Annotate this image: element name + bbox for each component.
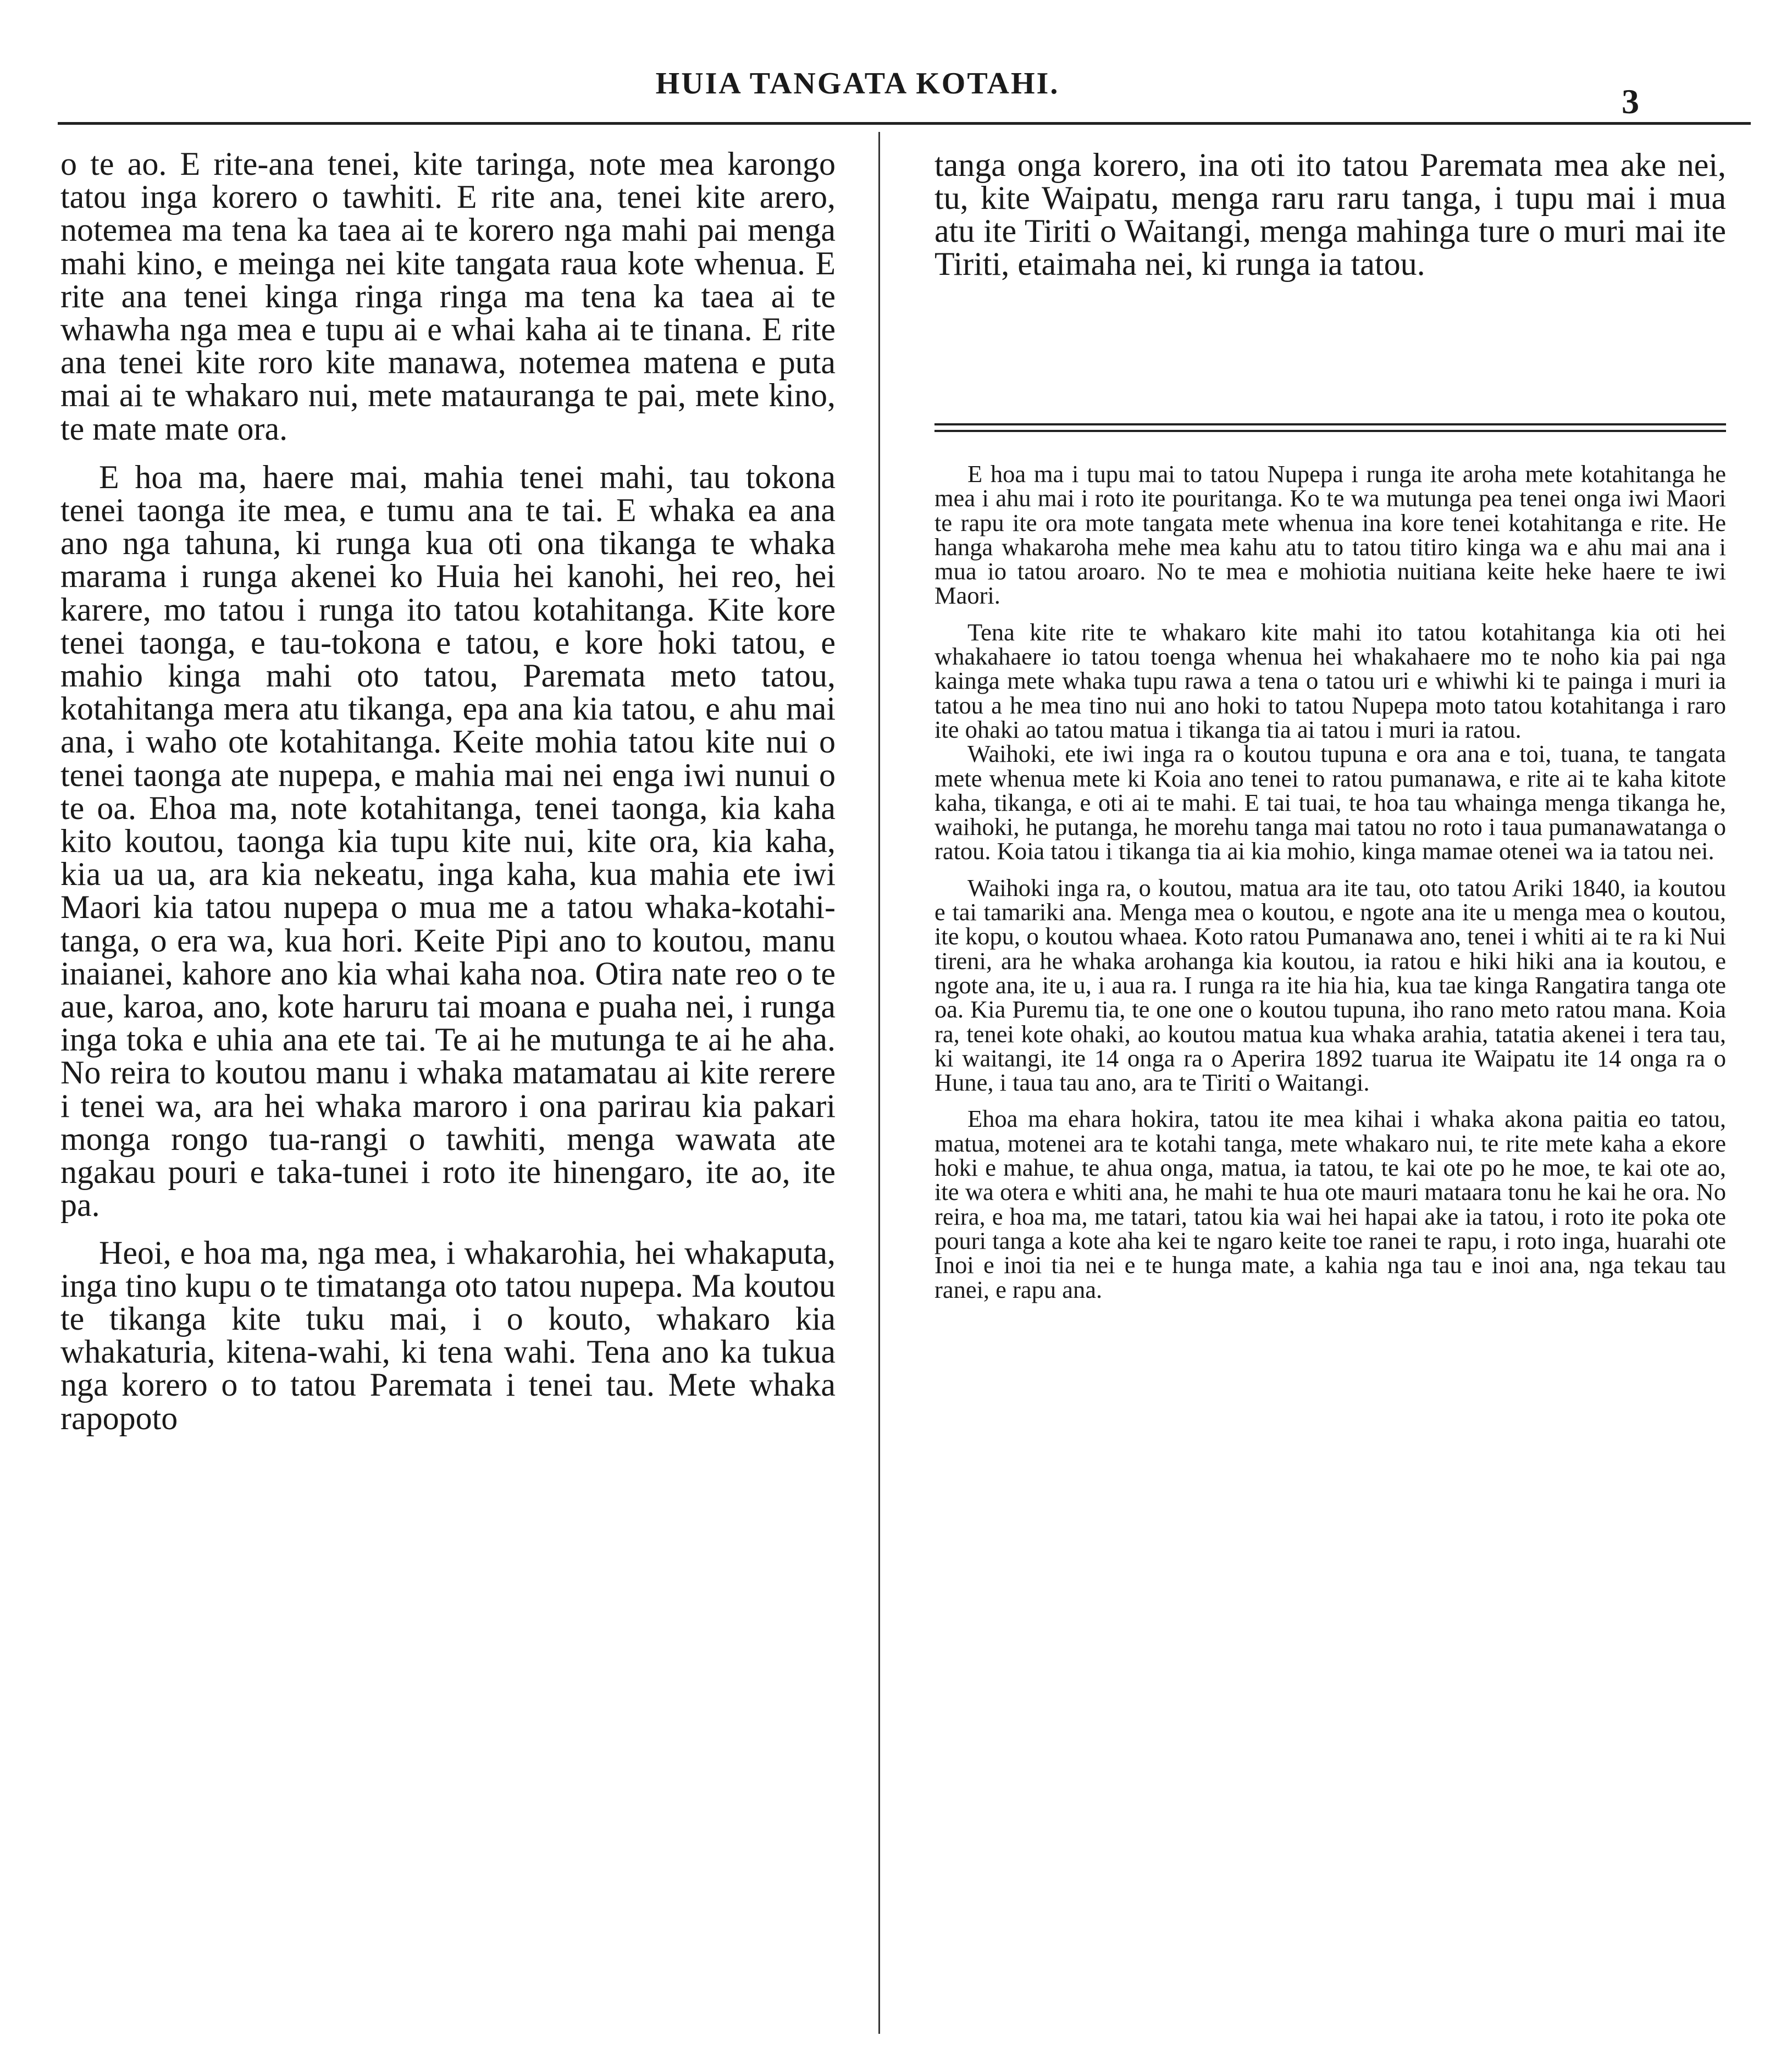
right-paragraph-1: E hoa ma i tupu mai to tatou Nupepa i runga ite aroha mete kotahitanga he mea i ahu mai i roto ite pouritanga. Ko te wa mutunga pea tenei onga iwi Maori te rapu ite ora mote tangata mete whenua ina kore tenei kotahitanga e rite. He hanga whakaroha mehe mea kahu atu to tatou titiro kinga wa e ahu mai ana i mua io tatou aroaro. No te mea e mohiotia nuitiana keite heke haere te iwi Maori. <box>934 460 1726 610</box>
left-paragraph-2: E hoa ma, haere mai, mahia tenei mahi, tau tokona tenei taonga ite mea, e tumu ana te tai. E whaka ea ana ano nga tahuna, ki runga kua oti ona tikanga te whaka marama i runga akenei ko Huia hei kanohi, hei reo, hei karere, mo tatou i runga ito tatou kotahitanga. Kite kore tenei taonga, e tau-tokona e tatou, e kore hoki tatou, e mahio kinga mahi oto tatou, Paremata meto tatou, kotahitanga mera atu tikanga, epa ana kia tatou, e ahu mai ana, i waho ote kotahitanga. Keite mohia tatou kite nui o tenei taonga ate nupepa, e mahia mai nei enga iwi nunui o te oa. Ehoa ma, note kotahitanga, tenei taonga, kia kaha kito koutou, taonga kia tupu kite nui, kite ora, kia kaha, kia ua ua, ara kia nekeatu, inga kaha, kua mahia ete iwi Maori kia tatou nupepa o mua me a tatou whaka-kotahi-tanga, o era wa, kua hori. Keite Pipi ano to koutou, manu inaianei, kahore ano kia whai kaha noa. Otira nate reo o te aue, karoa, ano, kote haruru tai moana e puaha nei, i runga inga toka e uhia ana ete tai. Te ai he mutunga te ai he aha. No reira to koutou manu i whaka matamatau ai kite rerere i tenei wa, ara hei whaka maroro i ona parirau kia pakari monga rongo tua-rangi o tawhiti, menga wawata ate ngakau pouri e taka-tunei i roto ite hinengaro, ite ao, ite pa. <box>60 458 836 1224</box>
page-number: 3 <box>1622 82 1639 121</box>
right-paragraph-3: Waihoki, ete iwi inga ra o koutou tupuna e ora ana e toi, tuana, te tangata mete whenua mete ki Koia ano tenei to ratou pumanawa, e rite ai te kaha kitote kaha, tikanga, e oti ai te mahi. E tai tuai, te hoa tau whainga menga tikanga he, waihoki, he putanga, he morehu tanga mai tatou no roto i taua pumanawatanga o ratou. Koia tatou i tikanga tia ai kia mohio, kinga mamae otenei wa ia tatou nei. <box>934 740 1726 865</box>
right-paragraph-4: Waihoki inga ra, o koutou, matua ara ite tau, oto tatou Ariki 1840, ia koutou e tai tamariki ana. Menga mea o koutou, e ngote ana ite u menga mea o koutou, ite kopu, o koutou whaea. Koto ratou Pumanawa ano, tenei i whiti ai te ra ki Nui tireni, ara he whaka arohanga kia koutou, ia ratou e hiki hiki ana ia koutou, e ngote ana, ite u, i aua ra. I runga ra ite hia hia, kua tae kinga Rangatira tanga ote oa. Kia Puremu tia, te one one o koutou tupuna, iho rano meto ratou mana. Koia ra, tenei kote ohaki, ao koutou matua kua whaka arahia, tatatia akenei i tera tau, ki waitangi, ite 14 onga ra o Aperira 1892 tuarua ite Waipatu ite 14 onga ra o Hune, i taua tau ano, ara te Tiriti o Waitangi. <box>934 873 1726 1097</box>
right-top-paragraph: tanga onga korero, ina oti ito tatou Paremata mea ake nei, tu, kite Waipatu, menga raru raru tanga, i tupu mai i mua atu ite Tiriti o Waitangi, menga mahinga ture o muri mai ite Tiriti, etaimaha nei, ki runga ia tatou. <box>934 147 1726 282</box>
left-paragraph-3: Heoi, e hoa ma, nga mea, i whakarohia, hei whakaputa, inga tino kupu o te timatanga oto tatou nupepa. Ma koutou te tikanga kite tuku mai, i o kouto, whakaro kia whakaturia, kitena-wahi, ki tena wahi. Tena ano ka tukua nga korero o to tatou Paremata i tenei tau. Mete whaka rapopoto <box>60 1234 836 1436</box>
header-rule <box>58 122 1751 125</box>
right-paragraph-5: Ehoa ma ehara hokira, tatou ite mea kihai i whaka akona paitia eo tatou, matua, motenei ara te kotahi tanga, mete whakaro nui, te rite mete kaha a ekore hoki e mahue, te ahua onga, matua, ia tatou, te kai ote po he moe, te kai ote ao, ite wa otera e whiti ana, he mahi te hua ote mauri mataara tonu he kai he ora. No reira, e hoa ma, me tatari, tatou kia wai hei hapai ake ia tatou, i roto ite poka ote pouri tanga a kote aha kei te ngaro keite toe ranei te rapu, i roto inga, huarahi ote Inoi e inoi tia nei e te hunga mate, a kahia nga tau e inoi ana, nga tekau tau ranei, e rapu ana. <box>934 1105 1726 1303</box>
right-column-continuation <box>934 148 1726 280</box>
running-title: HUIA TANGATA KOTAHI. <box>655 67 1060 101</box>
left-paragraph-1: o te ao. E rite-ana tenei, kite taringa, note mea karongo tatou inga korero o tawhiti. E rite ana, tenei kite arero, notemea ma tena ka taea ai te korero nga mahi pai menga mahi kino, e meinga nei kite tangata raua kote whenua. E rite ana tenei kinga ringa ringa ma tena ka taea ai te whawha nga mea e tupu ai e whai kaha ai te tinana. E rite ana tenei kite roro kite manawa, notemea matena e puta mai ai te whakaro nui, mete matauranga te pai, mete kino, te mate mate ora. <box>60 146 836 447</box>
right-column-article <box>934 462 1726 1302</box>
column-divider <box>878 132 880 2034</box>
right-paragraph-2: Tena kite rite te whakaro kite mahi ito tatou kotahitanga kia oti hei whakahaere io tatou toenga whenua hei whakahaere mo te noho kia pai nga kainga mete whaka tupu rawa a tena o tatou uri e whiwhi ki te painga i muri ia tatou a he mea tino nui ano hoki to tatou Nupepa moto tatou kotahitanga i raro ite ohaki ao tatou matua i tikanga tia ai tatou i muri ia ratou. <box>934 618 1726 743</box>
left-column <box>60 147 836 1435</box>
page-header <box>0 66 1792 121</box>
section-double-rule <box>934 423 1726 435</box>
